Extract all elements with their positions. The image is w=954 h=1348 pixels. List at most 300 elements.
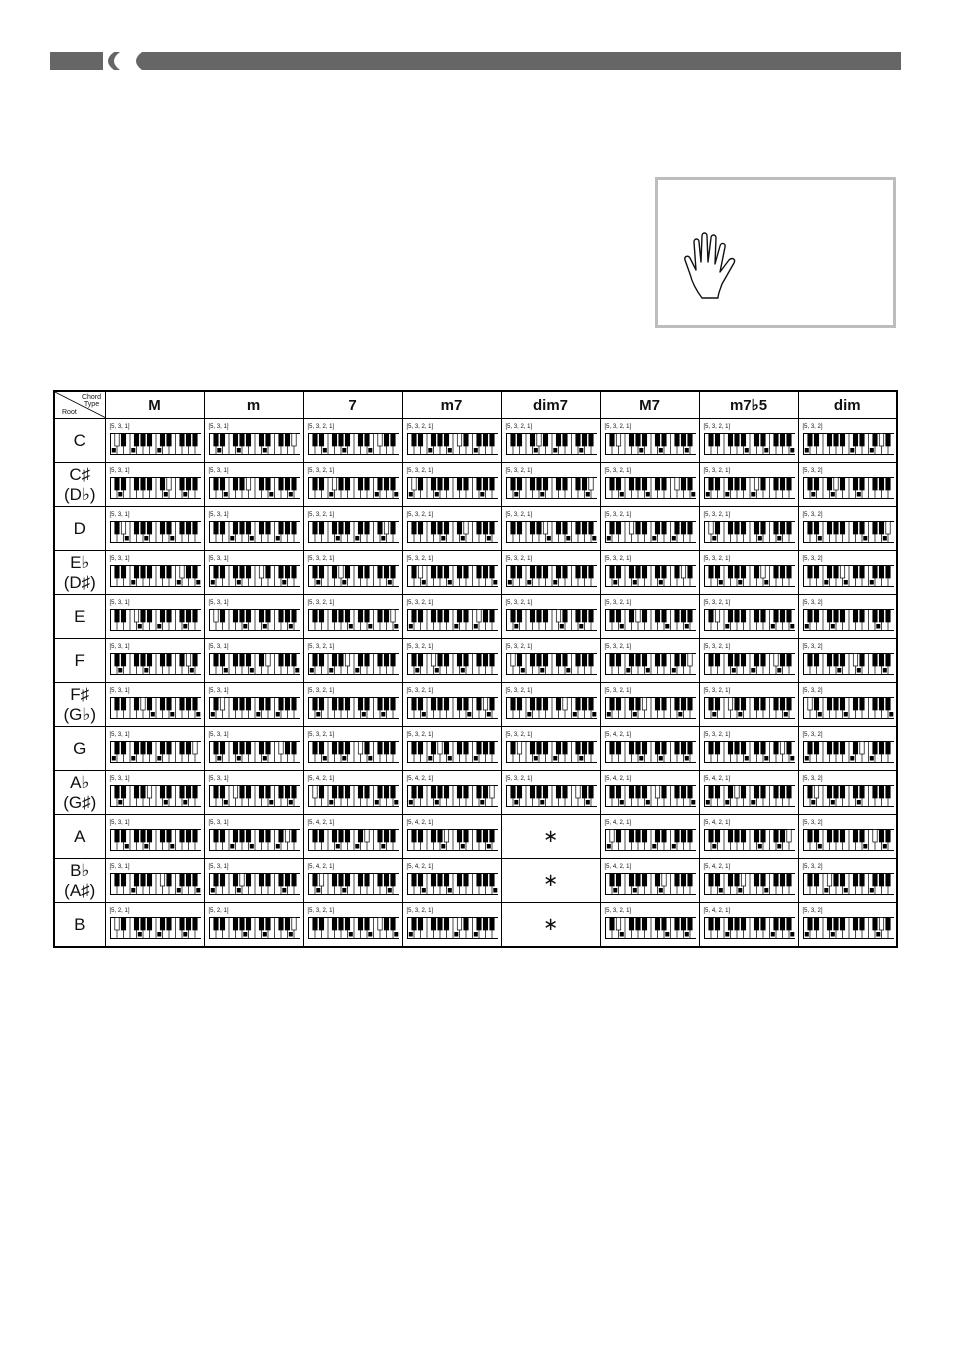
fingering-label: [5, 3, 1] (208, 424, 229, 430)
fingering-label: [5, 3, 1] (208, 644, 229, 650)
chord-type-label: Chord Type (81, 394, 102, 408)
chord-cell (204, 859, 303, 903)
chord-cell (303, 551, 402, 595)
fingering-label: [5, 3, 2, 1] (505, 512, 533, 518)
mini-keyboard-icon (308, 785, 399, 807)
fingering-label: [5, 4, 2, 1] (703, 776, 731, 782)
chord-cell (699, 727, 798, 771)
fingering-label: [5, 3, 2, 1] (505, 776, 533, 782)
fingering-label: [5, 3, 2, 1] (604, 556, 632, 562)
fingering-label: [5, 3, 2] (802, 556, 823, 562)
chord-cell (798, 903, 897, 948)
mini-keyboard-icon (704, 741, 795, 763)
mini-keyboard-icon (308, 741, 399, 763)
chord-cell (303, 639, 402, 683)
root-cell (54, 551, 105, 595)
mini-keyboard-icon (407, 477, 498, 499)
chord-cell (501, 463, 600, 507)
unavailable-marker: ∗ (501, 815, 600, 859)
col-header: M7 (600, 391, 699, 419)
mini-keyboard-icon (506, 697, 597, 719)
fingering-label: [5, 4, 2, 1] (307, 776, 335, 782)
mini-keyboard-icon (110, 873, 201, 895)
col-header: dim (798, 391, 897, 419)
mini-keyboard-icon (506, 433, 597, 455)
chord-cell (303, 727, 402, 771)
mini-keyboard-icon (803, 477, 894, 499)
chord-cell (600, 507, 699, 551)
mini-keyboard-icon (803, 785, 894, 807)
mini-keyboard-icon (209, 609, 300, 631)
chord-cell (204, 815, 303, 859)
mini-keyboard-icon (605, 477, 696, 499)
root-cell (54, 507, 105, 551)
root-name: F (74, 650, 85, 670)
chord-cell (600, 595, 699, 639)
chord-row (54, 771, 897, 815)
root-cell (54, 903, 105, 948)
chord-cell (105, 683, 204, 727)
chord-row (54, 859, 897, 903)
fingering-label: [5, 3, 2, 1] (406, 644, 434, 650)
fingering-label: [5, 3, 2, 1] (307, 512, 335, 518)
mini-keyboard-icon (506, 609, 597, 631)
mini-keyboard-icon (209, 653, 300, 675)
chord-cell (204, 463, 303, 507)
chord-cell (699, 507, 798, 551)
mini-keyboard-icon (209, 565, 300, 587)
fingering-label: [5, 3, 2, 1] (604, 468, 632, 474)
fingering-label: [5, 2, 1] (109, 908, 130, 914)
mini-keyboard-icon (605, 521, 696, 543)
mini-keyboard-icon (110, 521, 201, 543)
header-bar (50, 52, 901, 70)
chord-cell (501, 551, 600, 595)
fingering-label: [5, 3, 2, 1] (406, 908, 434, 914)
chord-cell (600, 463, 699, 507)
root-label: Root (62, 409, 77, 416)
fingering-label: [5, 3, 2, 1] (703, 512, 731, 518)
chord-cell (402, 551, 501, 595)
fingering-label: [5, 3, 2, 1] (604, 512, 632, 518)
fingering-label: [5, 4, 2, 1] (406, 820, 434, 826)
unavailable-marker: ∗ (501, 859, 600, 903)
chord-cell (204, 683, 303, 727)
mini-keyboard-icon (407, 565, 498, 587)
mini-keyboard-icon (110, 785, 201, 807)
mini-keyboard-icon (605, 741, 696, 763)
chord-row (54, 463, 897, 507)
chord-cell (303, 595, 402, 639)
chord-cell (303, 419, 402, 463)
hand-note-box (655, 177, 896, 328)
root-alt-name: (G♭) (63, 704, 97, 724)
chord-row (54, 639, 897, 683)
fingering-label: [5, 3, 2] (802, 908, 823, 914)
chord-cell (699, 859, 798, 903)
mini-keyboard-icon (803, 873, 894, 895)
root-alt-name: (D♭) (63, 484, 96, 504)
chord-cell (303, 463, 402, 507)
mini-keyboard-icon (308, 917, 399, 939)
chord-row (54, 507, 897, 551)
fingering-label: [5, 4, 2, 1] (604, 820, 632, 826)
fingering-label: [5, 3, 2, 1] (505, 556, 533, 562)
chord-cell (501, 419, 600, 463)
root-name: G (73, 738, 87, 758)
chord-cell (600, 859, 699, 903)
fingering-label: [5, 4, 2, 1] (307, 820, 335, 826)
fingering-label: [5, 3, 2, 1] (406, 600, 434, 606)
mini-keyboard-icon (605, 433, 696, 455)
mini-keyboard-icon (110, 917, 201, 939)
fingering-label: [5, 3, 2, 1] (505, 424, 533, 430)
fingering-label: [5, 4, 2, 1] (604, 776, 632, 782)
chord-cell (402, 419, 501, 463)
chord-cell (501, 683, 600, 727)
mini-keyboard-icon (407, 521, 498, 543)
chord-cell (105, 859, 204, 903)
fingering-label: [5, 3, 1] (208, 820, 229, 826)
fingering-label: [5, 4, 2, 1] (604, 864, 632, 870)
fingering-label: [5, 3, 2, 1] (703, 732, 731, 738)
chord-cell (600, 419, 699, 463)
chord-cell (204, 551, 303, 595)
fingering-label: [5, 3, 2] (802, 644, 823, 650)
chord-cell (798, 815, 897, 859)
fingering-label: [5, 4, 2, 1] (406, 864, 434, 870)
fingering-label: [5, 3, 2, 1] (307, 644, 335, 650)
mini-keyboard-icon (407, 697, 498, 719)
mini-keyboard-icon (704, 521, 795, 543)
mini-keyboard-icon (704, 653, 795, 675)
col-header: M (105, 391, 204, 419)
mini-keyboard-icon (704, 433, 795, 455)
fingering-label: [5, 3, 2, 1] (604, 908, 632, 914)
mini-keyboard-icon (605, 785, 696, 807)
mini-keyboard-icon (803, 917, 894, 939)
fingering-label: [5, 3, 1] (208, 512, 229, 518)
fingering-label: [5, 3, 2, 1] (604, 424, 632, 430)
chord-cell (105, 815, 204, 859)
chord-cell (798, 595, 897, 639)
chord-cell (798, 639, 897, 683)
chord-cell (204, 507, 303, 551)
fingering-label: [5, 3, 2, 1] (703, 556, 731, 562)
chord-cell (303, 903, 402, 948)
chord-cell (402, 859, 501, 903)
fingering-label: [5, 3, 2, 1] (505, 644, 533, 650)
chord-cell (798, 419, 897, 463)
mini-keyboard-icon (506, 521, 597, 543)
fingering-label: [5, 3, 1] (208, 776, 229, 782)
chord-cell (105, 419, 204, 463)
root-cell (54, 683, 105, 727)
chord-cell (105, 463, 204, 507)
mini-keyboard-icon (209, 785, 300, 807)
mini-keyboard-icon (209, 477, 300, 499)
fingering-label: [5, 3, 2, 1] (505, 688, 533, 694)
chord-cell (402, 815, 501, 859)
chord-cell (699, 595, 798, 639)
fingering-label: [5, 3, 2, 1] (604, 644, 632, 650)
fingering-label: [5, 3, 2, 1] (703, 688, 731, 694)
chord-cell (501, 595, 600, 639)
chord-row (54, 683, 897, 727)
fingering-label: [5, 3, 2] (802, 424, 823, 430)
root-cell (54, 595, 105, 639)
chord-cell (204, 727, 303, 771)
root-cell (54, 859, 105, 903)
chord-cell (798, 551, 897, 595)
chord-cell (105, 639, 204, 683)
mini-keyboard-icon (407, 609, 498, 631)
root-cell (54, 771, 105, 815)
col-header: 7 (303, 391, 402, 419)
fingering-label: [5, 3, 2, 1] (406, 512, 434, 518)
mini-keyboard-icon (407, 829, 498, 851)
chord-cell (501, 639, 600, 683)
fingering-label: [5, 3, 2, 1] (703, 468, 731, 474)
root-name: E (74, 606, 86, 626)
chord-row (54, 551, 897, 595)
chord-row (54, 595, 897, 639)
fingering-label: [5, 3, 1] (109, 776, 130, 782)
chord-row (54, 903, 897, 948)
fingering-label: [5, 3, 2, 1] (604, 600, 632, 606)
fingering-label: [5, 4, 2, 1] (703, 908, 731, 914)
mini-keyboard-icon (506, 785, 597, 807)
col-header: m (204, 391, 303, 419)
fingering-label: [5, 3, 1] (109, 468, 130, 474)
fingering-label: [5, 3, 2, 1] (307, 732, 335, 738)
mini-keyboard-icon (803, 609, 894, 631)
fingering-label: [5, 3, 2] (802, 776, 823, 782)
root-cell (54, 815, 105, 859)
mini-keyboard-icon (704, 917, 795, 939)
mini-keyboard-icon (605, 653, 696, 675)
mini-keyboard-icon (506, 565, 597, 587)
mini-keyboard-icon (110, 565, 201, 587)
col-header: m7♭5 (699, 391, 798, 419)
fingering-label: [5, 3, 2, 1] (307, 908, 335, 914)
mini-keyboard-icon (209, 917, 300, 939)
chord-cell (204, 771, 303, 815)
mini-keyboard-icon (308, 653, 399, 675)
mini-keyboard-icon (605, 829, 696, 851)
mini-keyboard-icon (308, 873, 399, 895)
fingering-label: [5, 3, 1] (208, 468, 229, 474)
chord-cell (600, 639, 699, 683)
mini-keyboard-icon (209, 433, 300, 455)
chord-cell (105, 903, 204, 948)
fingering-label: [5, 3, 2] (802, 688, 823, 694)
mini-keyboard-icon (407, 917, 498, 939)
unavailable-marker: ∗ (501, 903, 600, 948)
fingering-label: [5, 3, 2, 1] (703, 644, 731, 650)
fingering-label: [5, 3, 2, 1] (307, 556, 335, 562)
mini-keyboard-icon (803, 829, 894, 851)
root-name: F♯ (70, 684, 90, 704)
chord-cell (105, 727, 204, 771)
fingering-label: [5, 3, 2, 1] (307, 600, 335, 606)
header-row (54, 391, 897, 419)
mini-keyboard-icon (803, 653, 894, 675)
chord-cell (600, 551, 699, 595)
chord-cell (105, 771, 204, 815)
fingering-label: [5, 3, 1] (109, 864, 130, 870)
fingering-label: [5, 3, 2, 1] (505, 468, 533, 474)
chord-cell (303, 683, 402, 727)
fingering-label: [5, 3, 1] (109, 688, 130, 694)
root-name: B (74, 914, 86, 934)
fingering-label: [5, 3, 2, 1] (406, 732, 434, 738)
mini-keyboard-icon (506, 741, 597, 763)
fingering-label: [5, 3, 1] (208, 556, 229, 562)
chord-cell (798, 463, 897, 507)
chord-cell (204, 903, 303, 948)
corner-header (54, 391, 105, 419)
root-name: B♭ (70, 860, 90, 880)
chord-cell (303, 859, 402, 903)
mini-keyboard-icon (704, 873, 795, 895)
chord-cell (303, 507, 402, 551)
fingering-label: [5, 3, 1] (208, 688, 229, 694)
chord-cell (501, 727, 600, 771)
fingering-label: [5, 3, 2, 1] (604, 688, 632, 694)
mini-keyboard-icon (110, 741, 201, 763)
fingering-label: [5, 3, 2, 1] (307, 468, 335, 474)
chord-cell (600, 683, 699, 727)
fingering-label: [5, 3, 2, 1] (505, 732, 533, 738)
fingering-label: [5, 3, 2] (802, 820, 823, 826)
chord-cell (105, 507, 204, 551)
mini-keyboard-icon (704, 829, 795, 851)
chord-cell (600, 771, 699, 815)
chord-cell (402, 903, 501, 948)
mini-keyboard-icon (407, 873, 498, 895)
mini-keyboard-icon (803, 741, 894, 763)
mini-keyboard-icon (803, 565, 894, 587)
root-name: A♭ (70, 772, 90, 792)
root-name: A (74, 826, 86, 846)
chord-table (53, 390, 898, 948)
fingering-label: [5, 3, 2, 1] (703, 424, 731, 430)
fingering-label: [5, 3, 1] (109, 644, 130, 650)
mini-keyboard-icon (209, 873, 300, 895)
chord-row (54, 419, 897, 463)
fingering-label: [5, 3, 2] (802, 600, 823, 606)
mini-keyboard-icon (308, 521, 399, 543)
mini-keyboard-icon (308, 433, 399, 455)
chord-cell (402, 771, 501, 815)
fingering-label: [5, 3, 1] (109, 600, 130, 606)
mini-keyboard-icon (704, 609, 795, 631)
chord-cell (798, 507, 897, 551)
fingering-label: [5, 3, 1] (208, 600, 229, 606)
fingering-label: [5, 3, 2, 1] (406, 556, 434, 562)
mini-keyboard-icon (506, 477, 597, 499)
mini-keyboard-icon (209, 521, 300, 543)
fingering-label: [5, 2, 1] (208, 908, 229, 914)
chord-row (54, 815, 897, 859)
chord-cell (204, 639, 303, 683)
mini-keyboard-icon (605, 565, 696, 587)
chord-cell (501, 507, 600, 551)
chord-cell (798, 771, 897, 815)
mini-keyboard-icon (209, 741, 300, 763)
fingering-label: [5, 3, 1] (109, 732, 130, 738)
chord-cell (105, 595, 204, 639)
chord-cell (600, 727, 699, 771)
mini-keyboard-icon (209, 829, 300, 851)
mini-keyboard-icon (407, 653, 498, 675)
hand-outline-icon (682, 230, 744, 302)
root-name: C♯ (69, 464, 91, 484)
mini-keyboard-icon (110, 433, 201, 455)
fingering-label: [5, 3, 2] (802, 468, 823, 474)
chord-cell (699, 683, 798, 727)
mini-keyboard-icon (308, 565, 399, 587)
root-name: D (73, 518, 86, 538)
fingering-label: [5, 3, 2, 1] (703, 600, 731, 606)
chord-cell (105, 551, 204, 595)
chord-cell (699, 639, 798, 683)
chord-row (54, 727, 897, 771)
fingering-label: [5, 3, 1] (109, 556, 130, 562)
mini-keyboard-icon (308, 477, 399, 499)
mini-keyboard-icon (605, 697, 696, 719)
mini-keyboard-icon (605, 917, 696, 939)
mini-keyboard-icon (803, 521, 894, 543)
chord-cell (402, 507, 501, 551)
mini-keyboard-icon (704, 565, 795, 587)
chord-cell (699, 903, 798, 948)
chord-cell (303, 815, 402, 859)
fingering-label: [5, 3, 2] (802, 864, 823, 870)
mini-keyboard-icon (110, 829, 201, 851)
fingering-label: [5, 3, 2, 1] (406, 468, 434, 474)
fingering-label: [5, 3, 2, 1] (406, 688, 434, 694)
fingering-label: [5, 4, 2, 1] (703, 820, 731, 826)
mini-keyboard-icon (407, 433, 498, 455)
mini-keyboard-icon (704, 785, 795, 807)
root-alt-name: (A♯) (64, 880, 96, 900)
chord-cell (798, 683, 897, 727)
fingering-label: [5, 3, 1] (208, 732, 229, 738)
mini-keyboard-icon (605, 873, 696, 895)
root-alt-name: (D♯) (63, 572, 96, 592)
mini-keyboard-icon (110, 697, 201, 719)
chord-cell (402, 727, 501, 771)
mini-keyboard-icon (506, 653, 597, 675)
mini-keyboard-icon (803, 433, 894, 455)
mini-keyboard-icon (110, 477, 201, 499)
chord-cell (699, 463, 798, 507)
root-name: E♭ (70, 552, 90, 572)
mini-keyboard-icon (308, 697, 399, 719)
fingering-label: [5, 3, 1] (109, 424, 130, 430)
chord-cell (402, 463, 501, 507)
chord-cell (798, 727, 897, 771)
fingering-label: [5, 4, 2, 1] (703, 864, 731, 870)
mini-keyboard-icon (704, 477, 795, 499)
chord-cell (600, 903, 699, 948)
mini-keyboard-icon (407, 741, 498, 763)
fingering-label: [5, 3, 1] (109, 820, 130, 826)
col-header: dim7 (501, 391, 600, 419)
col-header: m7 (402, 391, 501, 419)
